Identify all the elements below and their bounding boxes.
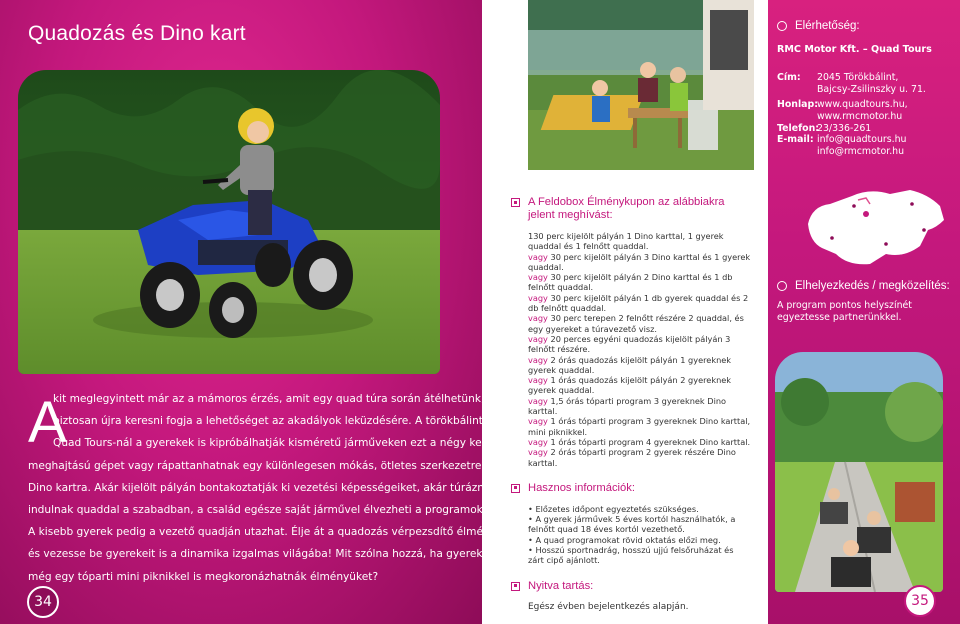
info-heading-text: Hasznos információk: bbox=[528, 481, 635, 494]
page-number-right: 35 bbox=[904, 585, 936, 617]
intro-line: Dino kartra. Akár kijelölt pályán bontakoztatják ki vezetési képességeiket, akár túrázni bbox=[28, 481, 487, 494]
coupon-item: vagy 30 perc kijelölt pályán 2 Dino karttal és 1 db felnőtt quaddal. bbox=[528, 272, 733, 293]
email-link[interactable]: info@quadtours.hu bbox=[817, 134, 907, 146]
info-heading bbox=[511, 482, 751, 495]
coupon-item: vagy 30 perc kijelölt pályán 3 Dino karttal és 1 gyerek quaddal. bbox=[528, 251, 751, 272]
coupon-item: 130 perc kijelölt pályán 1 Dino karttal, 1 gyerek quaddal és 1 felnőtt quaddal. bbox=[528, 231, 724, 252]
coupon-heading-text: A Feldobox Élménykupon az alábbiakra jelent meghívást: bbox=[528, 196, 725, 221]
address-label: Cím: bbox=[777, 72, 801, 83]
coupon-item: vagy 1,5 órás tóparti program 3 gyereknek Dino karttal. bbox=[528, 395, 727, 417]
email-link[interactable]: info@rmcmotor.hu bbox=[817, 146, 905, 158]
page-number-left: 34 bbox=[27, 586, 59, 618]
circle-bullet-icon bbox=[777, 281, 787, 291]
drop-cap: A bbox=[28, 390, 67, 455]
intro-line: biztosan újra keresni fogja a lehetőséget az akadályok leküzdésére. A törökbálinti bbox=[53, 415, 486, 428]
intro-line: indulnak quaddal a szabadban, a család egésze saját járművel élvezheti a programokat. bbox=[28, 504, 497, 517]
opening-heading bbox=[511, 580, 751, 593]
company-name: RMC Motor Kft. – Quad Tours bbox=[777, 44, 932, 55]
intro-line: még egy tóparti mini piknikkel is megkoronázhatnák élményüket? bbox=[28, 570, 379, 583]
coupon-item: vagy 1 órás quadozás kijelölt pályán 2 gyereknek gyerek quaddal. bbox=[528, 375, 732, 396]
coupon-list bbox=[528, 231, 751, 468]
intro-line: kit meglegyintett már az a mámoros érzés, amit egy quad túra során átélhetünk, bbox=[53, 393, 485, 405]
info-item: • A gyerek járművek 5 éves kortól használhatók, a felnőtt quad 18 éves kortól vezethető. bbox=[528, 514, 736, 535]
intro-text bbox=[28, 388, 510, 588]
coupon-item: vagy 30 perc terepen 2 felnőtt részére 2 quaddal, és egy gyereket a túravezető visz. bbox=[528, 313, 744, 334]
info-list bbox=[528, 504, 751, 566]
address-line: Bajcsy-Zsilinszky u. 71. bbox=[817, 83, 926, 95]
location-heading: Elhelyezkedés / megközelítés: bbox=[777, 280, 950, 292]
location-text: A program pontos helyszínét egyeztesse partnerünkkel. bbox=[777, 300, 912, 323]
quad-photo bbox=[18, 70, 440, 374]
address-line: 2045 Törökbálint, bbox=[817, 72, 899, 83]
web-link[interactable]: www.quadtours.hu, bbox=[817, 99, 908, 110]
intro-line: és vezesse be gyerekeit is a dinamika izgalmas világába! Mit szólna hozzá, ha gyerekei bbox=[28, 548, 492, 561]
info-item: • Hosszú sportnadrág, hosszú ujjú felsőruházat és zárt cipő ajánlott. bbox=[528, 545, 734, 566]
coupon-item: vagy 2 órás quadozás kijelölt pályán 1 gyereknek gyerek quaddal. bbox=[528, 354, 732, 375]
bullet-square-icon bbox=[511, 198, 520, 207]
phone-label: Telefon: bbox=[777, 122, 820, 134]
coupon-item: vagy 1 órás tóparti program 3 gyereknek Dino karttal, mini piknikkel. bbox=[528, 416, 751, 437]
bullet-square-icon bbox=[511, 484, 520, 493]
coupon-item: vagy 30 perc kijelölt pályán 1 db gyerek quaddal és 2 db felnőtt quaddal. bbox=[528, 292, 749, 314]
coupon-item: vagy 2 órás tóparti program 2 gyerek részére Dino karttal. bbox=[528, 447, 736, 468]
intro-line: meghajtású gépet vagy rápattanhatnak egy különlegesen mókás, ötletes szerkezetre: a bbox=[28, 459, 495, 472]
opening-heading-text: Nyitva tartás: bbox=[528, 579, 594, 592]
intro-line: A kisebb gyerek pedig a vezető quadján utazhat. Élje át a quadozás vérpezsdítő élményét, bbox=[28, 526, 510, 539]
coupon-item: vagy 20 perces egyéni quadozás kijelölt pályán 3 felnőtt részére. bbox=[528, 333, 731, 355]
page-title: Quadozás és Dino kart bbox=[28, 22, 246, 45]
web-link[interactable]: www.rmcmotor.hu bbox=[817, 110, 903, 122]
info-item: • Előzetes időpont egyeztetés szükséges. bbox=[528, 503, 699, 514]
info-item: • A quad programokat rövid oktatás előzi meg. bbox=[528, 534, 721, 545]
circle-bullet-icon bbox=[777, 21, 787, 31]
email-label: E-mail: bbox=[777, 134, 814, 146]
reach-heading: Elérhetőség: bbox=[777, 20, 860, 32]
coupon-item: vagy 1 órás tóparti program 4 gyereknek Dino karttal. bbox=[528, 436, 751, 447]
web-label: Honlap: bbox=[777, 99, 818, 110]
bullet-square-icon bbox=[511, 582, 520, 591]
intro-line: Quad Tours-nál a gyerekek is kipróbálhatják kisméretű járműveken ezt a négy kerék bbox=[53, 437, 499, 450]
picnic-photo bbox=[528, 0, 754, 170]
opening-text: Egész évben bejelentkezés alapján. bbox=[528, 601, 689, 612]
dino-kart-photo bbox=[775, 352, 943, 592]
phone-number: 23/336-261 bbox=[817, 122, 872, 134]
coupon-column bbox=[511, 196, 751, 612]
coupon-heading bbox=[511, 196, 751, 222]
hungary-map bbox=[800, 184, 950, 274]
